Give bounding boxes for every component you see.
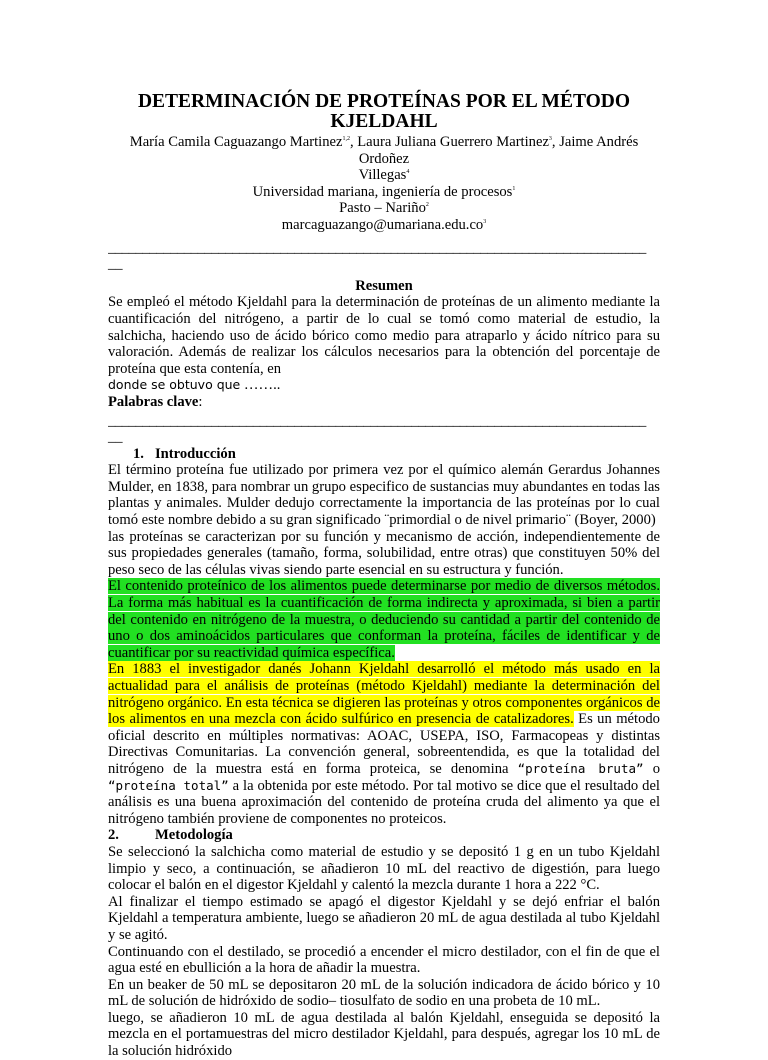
section-heading-introduction [108,446,660,463]
conjunction: o [643,760,660,777]
author-3-sup: 4 [406,169,410,176]
authors [108,134,660,167]
separator-rule-tail: __ [108,429,123,446]
email-sup: 3 [483,218,487,225]
location [108,200,660,217]
section-number: 2. [108,827,119,844]
abstract-end-text: donde se obtuvo que [108,377,241,393]
keywords-label: Palabras clave [108,393,199,410]
intro-paragraph-2: las proteínas se caracterizan por su función y mecanismo de acción, independientemente de sus propiedades generales (tamaño, forma, solubilidad, entre otras) que constituyen 50% del peso seco de las células vivas siendo parte esencial en su estructura y función. [108,528,660,578]
keywords [108,394,660,411]
method-paragraph-2: Al finalizar el tiempo estimado se apagó el digestor Kjeldahl y se dejó enfriar el balón Kjeldahl a temperatura ambiente, luego se añadieron 20 mL de agua destilada al tubo Kjeldahl y se agitó. [108,893,660,943]
section-heading-methodology [108,827,660,844]
affiliation [108,184,660,201]
affiliation-sup: 1 [512,185,516,192]
author-2: Laura Juliana Guerrero Martinez [357,134,549,150]
location-text: Pasto – Nariño [339,200,426,217]
author-3-surname: Villegas [358,167,407,184]
email-text: marcaguazango@umariana.edu.co [281,216,484,233]
separator-rule: ______________________________________________________________________________ [108,412,646,429]
author-separator: , [551,134,560,150]
author-separator: , [349,134,358,150]
section-title: Metodología [155,827,233,844]
keywords-colon: : [198,393,203,410]
quoted-term: “proteína bruta” [517,760,644,776]
intro-paragraph-3 [108,578,660,661]
author-1-sup: 1,2 [342,136,350,142]
separator-rule-tail: __ [108,256,123,273]
email [108,217,660,234]
intro-paragraph-4-text: Es un método oficial descrito en múltiples normativas: AOAC, USEPA, ISO, Farmacopeas y distintas Directivas Comunitarias. La convención general, sobreentendida, es que la totalidad del nitrógeno de la muestra está en forma proteica, se denomina [108,711,660,777]
document-title: DETERMINACIÓN DE PROTEÍNAS POR EL MÉTODO KJELDAHL [137,91,631,132]
method-paragraph-1: Se seleccionó la salchicha como material de estudio y se depositó 1 g en un tubo Kjeldahl limpio y seco, a continuación, se añadieron 10 mL del reactivo de digestión, para luego colocar el balón en el digestor Kjeldahl y calentó la mezcla durante 1 hora a 222 °C. [108,843,660,894]
abstract-ellipsis: …….. [240,377,281,394]
author-2-sup: 3 [548,136,552,142]
method-paragraph-4: En un beaker de 50 mL se depositaron 20 mL de la solución indicadora de ácido bórico y 10 mL de solución de hidróxido de sodio– tiosulfato de sodio en una probeta de 10 mL. [108,976,660,1010]
quoted-term: “proteína total” [108,777,229,793]
authors-continued [108,167,660,184]
abstract-text [108,294,660,377]
affiliation-text: Universidad mariana, ingeniería de procesos [252,183,513,200]
highlighted-text-green: El contenido proteínico de los alimentos puede determinarse por medio de diversos métodos. La forma más habitual es la cuantificación de forma indirecta y aproximada, si bien a partir del contenido en nitrógeno de la muestra, o deduciendo su cantidad a partir del contenido de uno o dos aminoácidos particulares que conforman la proteína, fáciles de identificar y de cuantificar por su reactividad química específica. [108,578,660,661]
intro-paragraph-4 [108,661,660,827]
section-number: 1. [133,445,144,462]
location-sup: 2 [425,202,429,209]
abstract-heading: Resumen [355,277,413,294]
intro-paragraph-4-text-end: a la obtenida por este método. Por tal motivo se dice que el resultado del análisis es una buena aproximación del contenido de proteína cruda del alimento ya que el nitrógeno también proviene de componentes no proteicos. [108,777,660,827]
abstract-body: Se empleó el método Kjeldahl para la determinación de proteínas de un alimento mediante la cuantificación del nitrógeno, a partir de lo cual se tomó como material de estudio, la salchicha, haciendo uso de ácido bórico como medio para atraparlo y ácido nítrico para su valoración. Además de realizar los cálculos necesarios para la obtención del porcentaje de proteína que esta contenía, en [108,294,660,377]
abstract-end [108,377,660,394]
method-paragraph-5: luego, se añadieron 10 mL de agua destilada al balón Kjeldahl, enseguida se depositó la mezcla en el portamuestras del micro destilador Kjeldahl, para después, agregar los 10 mL de la solución hidróxido [108,1009,660,1060]
highlighted-text-yellow: En 1883 el investigador danés Johann Kjeldahl desarrolló el método más usado en la actualidad para el análisis de proteínas (método Kjeldahl) mediante la determinación del nitrógeno orgánico. En esta técnica se digieren las proteínas y otros componentes orgánicos de los alimentos en una mezcla con ácido sulfúrico en presencia de catalizadores. [108,661,660,728]
separator-rule: ______________________________________________________________________________ [108,239,646,256]
method-paragraph-3: Continuando con el destilado, se procedió a encender el micro destilador, con el fin de que el agua esté en ebullición a la hora de añadir la muestra. [108,943,660,977]
intro-paragraph-1: El término proteína fue utilizado por primera vez por el químico alemán Gerardus Johannes Mulder, en 1838, para nombrar un grupo especifico de sustancias muy abundantes en todas las plantas y animales. Mulder dedujo correctamente la importancia de las proteínas por lo cual tomó este nombre debido a su gran significado ¨primordial o de nivel primario¨ (Boyer, 2000) [108,462,660,529]
section-title: Introducción [155,445,236,462]
author-3: Jaime Andrés Ordoñez [358,134,639,167]
author-1: María Camila Caguazango Martinez [129,134,343,150]
